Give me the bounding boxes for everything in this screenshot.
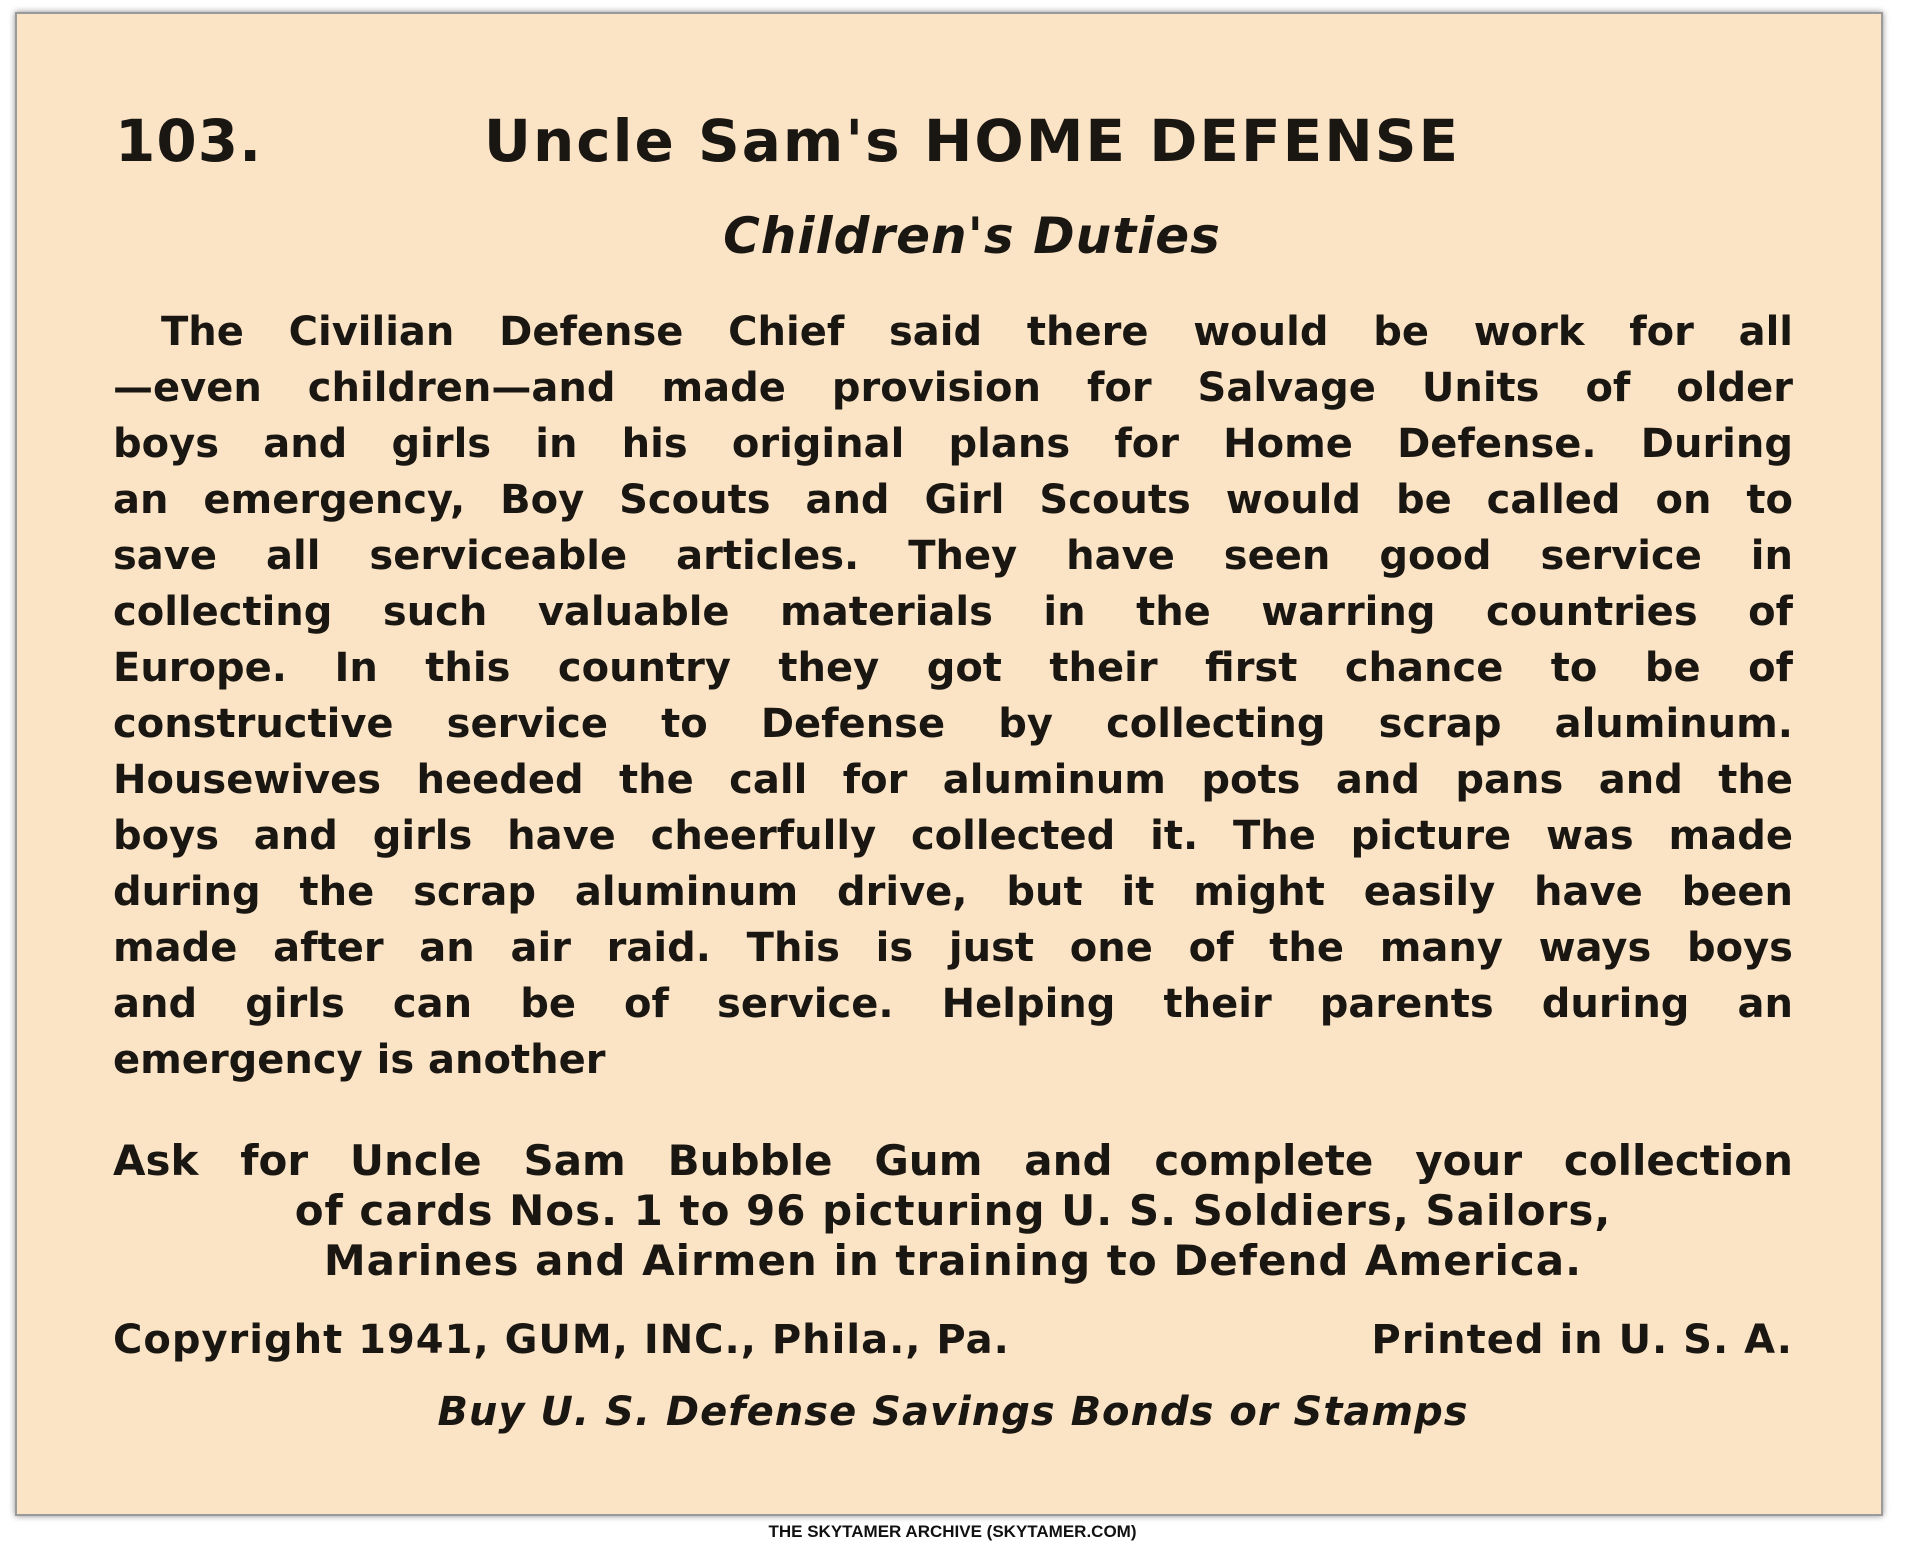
ad-line: of cards Nos. 1 to 96 picturing U. S. Soldiers, Sailors, <box>294 1186 1612 1235</box>
trading-card-back <box>15 12 1883 1516</box>
copyright-notice: Copyright 1941, GUM, INC., Phila., Pa. <box>113 1317 1010 1363</box>
body-line: The Civilian Defense Chief said there would be work for all <box>161 309 1793 355</box>
archive-credit: THE SKYTAMER ARCHIVE (SKYTAMER.COM) <box>768 1522 1137 1541</box>
ad-line: Ask for Uncle Sam Bubble Gum and complete your collection <box>113 1136 1793 1185</box>
card-body-text <box>113 304 1793 1088</box>
body-line: constructive service to Defense by collecting scrap aluminum. <box>113 701 1793 747</box>
ad-line: Marines and Airmen in training to Defend America. <box>323 1236 1583 1285</box>
card-number: 103. <box>115 107 263 175</box>
body-line: made after an air raid. This is just one of the many ways boys <box>113 925 1793 971</box>
body-line: Europe. In this country they got their first chance to be of <box>113 645 1793 691</box>
card-subtitle: Children's Duties <box>723 207 1221 265</box>
body-line: Housewives heeded the call for aluminum pots and pans and the <box>113 757 1793 803</box>
body-line: boys and girls in his original plans for Home Defense. During <box>113 421 1793 467</box>
defense-bonds-slogan: Buy U. S. Defense Savings Bonds or Stamps <box>437 1389 1469 1435</box>
body-line: emergency is another <box>113 1037 606 1083</box>
copyright-line <box>113 1312 1793 1368</box>
body-line: collecting such valuable materials in the warring countries of <box>113 589 1793 635</box>
card-title: Uncle Sam's HOME DEFENSE <box>483 107 1461 175</box>
printed-in-notice: Printed in U. S. A. <box>1371 1317 1793 1363</box>
collection-advertisement <box>113 1136 1793 1286</box>
body-line: save all serviceable articles. They have seen good service in <box>113 533 1793 579</box>
body-line: and girls can be of service. Helping their parents during an <box>113 981 1793 1027</box>
body-line: boys and girls have cheerfully collected it. The picture was made <box>113 813 1793 859</box>
body-line: an emergency, Boy Scouts and Girl Scouts would be called on to <box>113 477 1793 523</box>
body-line: —even children—and made provision for Salvage Units of older <box>113 365 1793 411</box>
body-line: during the scrap aluminum drive, but it might easily have been <box>113 869 1793 915</box>
